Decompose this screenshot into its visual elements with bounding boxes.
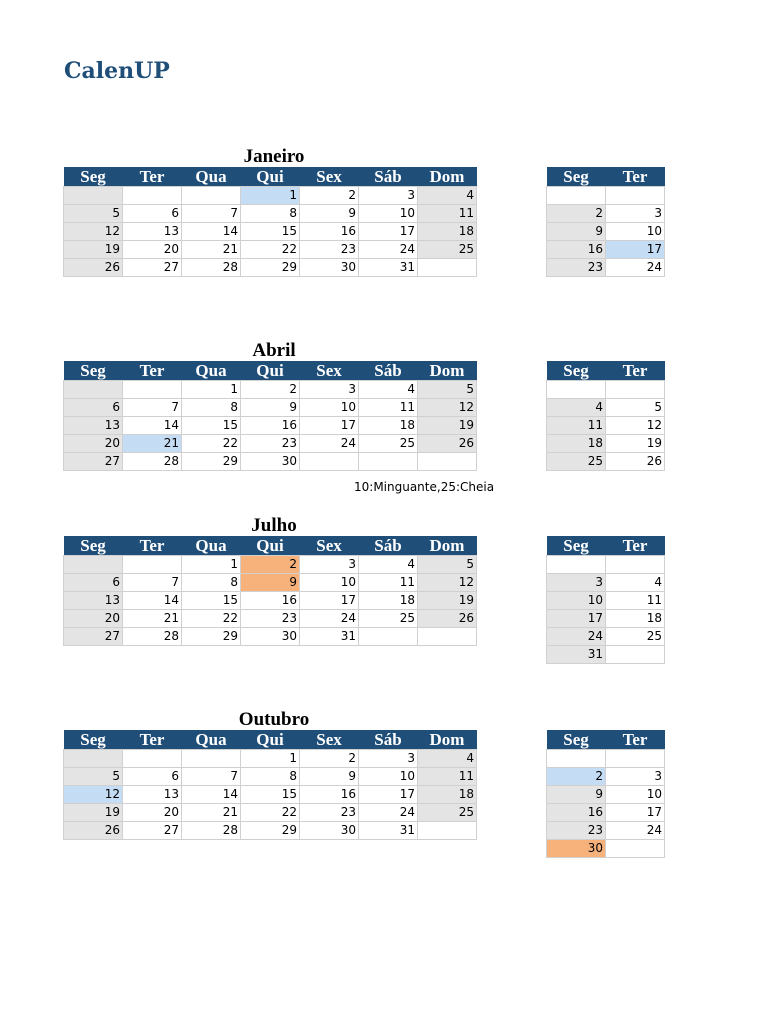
day-cell: 23: [547, 822, 606, 840]
day-cell: 17: [359, 786, 418, 804]
day-cell: 24: [606, 259, 665, 277]
week-row: [547, 592, 665, 610]
day-cell: 15: [182, 592, 241, 610]
day-cell: 28: [123, 628, 182, 646]
day-cell: 17: [359, 223, 418, 241]
week-row: [64, 205, 477, 223]
next-month-grid: [546, 167, 665, 277]
weekday-header: Qui: [241, 536, 300, 556]
day-cell: 11: [418, 205, 477, 223]
day-cell: 3: [359, 187, 418, 205]
day-cell: 1: [241, 187, 300, 205]
day-cell: [418, 628, 477, 646]
day-cell: 15: [241, 223, 300, 241]
weekday-header: Seg: [547, 730, 606, 750]
day-cell: 4: [359, 381, 418, 399]
day-cell: [606, 187, 665, 205]
day-cell: 9: [300, 205, 359, 223]
day-cell: 23: [300, 804, 359, 822]
day-cell: 1: [241, 750, 300, 768]
day-cell: 18: [359, 592, 418, 610]
day-cell: 19: [418, 592, 477, 610]
day-cell: [123, 381, 182, 399]
weekday-header: Seg: [547, 536, 606, 556]
day-cell: 31: [547, 646, 606, 664]
weekday-header: Qua: [182, 536, 241, 556]
day-cell: [123, 187, 182, 205]
day-cell: 26: [606, 453, 665, 471]
weekday-header: Ter: [606, 730, 665, 750]
day-cell: 25: [359, 610, 418, 628]
day-cell: 10: [606, 786, 665, 804]
day-cell: 2: [547, 205, 606, 223]
week-row: [547, 205, 665, 223]
day-cell: 8: [241, 768, 300, 786]
month-grid: [63, 167, 477, 277]
day-cell: 10: [300, 399, 359, 417]
day-cell: 27: [64, 453, 123, 471]
next-month-grid: [546, 730, 665, 858]
day-cell: 15: [241, 786, 300, 804]
weekday-header: Ter: [123, 167, 182, 187]
day-cell: 10: [606, 223, 665, 241]
weekday-header: Ter: [606, 536, 665, 556]
day-cell: 24: [547, 628, 606, 646]
day-cell: 16: [547, 804, 606, 822]
day-cell: 8: [182, 399, 241, 417]
weekday-header: Qua: [182, 361, 241, 381]
week-row: [64, 592, 477, 610]
week-row: [64, 804, 477, 822]
week-row: [64, 750, 477, 768]
month-grid: [63, 536, 477, 646]
day-cell: 11: [606, 592, 665, 610]
day-cell: 13: [123, 223, 182, 241]
day-cell: [547, 187, 606, 205]
next-month-grid: [546, 361, 665, 471]
month-title: Outubro: [238, 709, 310, 730]
day-cell: 21: [123, 610, 182, 628]
day-cell: 13: [64, 417, 123, 435]
day-cell: 16: [300, 223, 359, 241]
weekday-header-row: [547, 730, 665, 750]
week-row: [64, 610, 477, 628]
day-cell: 22: [241, 804, 300, 822]
day-cell: 9: [241, 574, 300, 592]
day-cell: 3: [300, 556, 359, 574]
weekday-header: Seg: [64, 167, 123, 187]
week-row: [64, 768, 477, 786]
day-cell: 24: [300, 435, 359, 453]
day-cell: [300, 453, 359, 471]
day-cell: 18: [547, 435, 606, 453]
weekday-header: Ter: [606, 361, 665, 381]
week-row: [64, 381, 477, 399]
day-cell: [123, 556, 182, 574]
day-cell: 9: [241, 399, 300, 417]
week-row: [547, 822, 665, 840]
day-cell: 25: [418, 804, 477, 822]
day-cell: 2: [547, 768, 606, 786]
day-cell: 9: [547, 223, 606, 241]
day-cell: 10: [359, 205, 418, 223]
day-cell: [123, 750, 182, 768]
day-cell: [359, 453, 418, 471]
week-row: [64, 417, 477, 435]
moon-phase-note: 10:Minguante,25:Cheia: [354, 480, 495, 494]
weekday-header: Sáb: [359, 167, 418, 187]
day-cell: 6: [64, 574, 123, 592]
day-cell: 20: [64, 435, 123, 453]
week-row: [64, 453, 477, 471]
day-cell: 31: [300, 628, 359, 646]
day-cell: 9: [300, 768, 359, 786]
weekday-header: Qua: [182, 730, 241, 750]
weekday-header: Seg: [64, 536, 123, 556]
month-title: Julho: [251, 515, 297, 536]
day-cell: 4: [418, 750, 477, 768]
day-cell: 31: [359, 822, 418, 840]
day-cell: 5: [64, 205, 123, 223]
day-cell: 7: [182, 768, 241, 786]
day-cell: 2: [241, 556, 300, 574]
day-cell: 27: [123, 259, 182, 277]
day-cell: [606, 840, 665, 858]
day-cell: [547, 750, 606, 768]
day-cell: 6: [64, 399, 123, 417]
day-cell: 7: [123, 399, 182, 417]
day-cell: 18: [418, 223, 477, 241]
day-cell: 16: [300, 786, 359, 804]
day-cell: 12: [606, 417, 665, 435]
day-cell: 28: [182, 259, 241, 277]
day-cell: 25: [606, 628, 665, 646]
week-row: [64, 435, 477, 453]
day-cell: 25: [359, 435, 418, 453]
day-cell: 4: [606, 574, 665, 592]
day-cell: 4: [359, 556, 418, 574]
day-cell: 10: [547, 592, 606, 610]
day-cell: 23: [300, 241, 359, 259]
day-cell: 19: [64, 804, 123, 822]
day-cell: 22: [241, 241, 300, 259]
week-row: [547, 628, 665, 646]
day-cell: 11: [359, 574, 418, 592]
day-cell: 23: [241, 435, 300, 453]
day-cell: 14: [123, 592, 182, 610]
day-cell: 4: [547, 399, 606, 417]
day-cell: 5: [418, 556, 477, 574]
weekday-header: Sex: [300, 167, 359, 187]
day-cell: 30: [547, 840, 606, 858]
day-cell: 17: [300, 417, 359, 435]
week-row: [64, 259, 477, 277]
weekday-header: Dom: [418, 361, 477, 381]
day-cell: 3: [359, 750, 418, 768]
month-title: Abril: [252, 340, 296, 361]
day-cell: 9: [547, 786, 606, 804]
week-row: [547, 223, 665, 241]
day-cell: 2: [300, 187, 359, 205]
week-row: [547, 646, 665, 664]
day-cell: 29: [241, 259, 300, 277]
day-cell: 29: [241, 822, 300, 840]
day-cell: [64, 187, 123, 205]
week-row: [64, 822, 477, 840]
day-cell: 29: [182, 628, 241, 646]
day-cell: 17: [606, 804, 665, 822]
weekday-header: Qui: [241, 730, 300, 750]
weekday-header: Ter: [123, 536, 182, 556]
day-cell: 24: [359, 804, 418, 822]
day-cell: 24: [359, 241, 418, 259]
day-cell: 11: [359, 399, 418, 417]
day-cell: 17: [606, 241, 665, 259]
month-grid: [63, 361, 477, 471]
weekday-header: Dom: [418, 730, 477, 750]
weekday-header-row: [64, 167, 477, 187]
week-row: [547, 556, 665, 574]
day-cell: 31: [359, 259, 418, 277]
day-cell: [606, 381, 665, 399]
week-row: [547, 187, 665, 205]
day-cell: 26: [418, 435, 477, 453]
weekday-header: Sáb: [359, 361, 418, 381]
weekday-header: Dom: [418, 167, 477, 187]
day-cell: 14: [182, 786, 241, 804]
day-cell: [606, 750, 665, 768]
day-cell: 21: [182, 241, 241, 259]
week-row: [547, 381, 665, 399]
day-cell: 20: [123, 241, 182, 259]
weekday-header-row: [547, 536, 665, 556]
day-cell: 24: [300, 610, 359, 628]
day-cell: 30: [241, 628, 300, 646]
day-cell: 20: [64, 610, 123, 628]
day-cell: [547, 556, 606, 574]
week-row: [547, 610, 665, 628]
day-cell: 21: [182, 804, 241, 822]
day-cell: 30: [300, 822, 359, 840]
weekday-header: Sex: [300, 536, 359, 556]
day-cell: 19: [418, 417, 477, 435]
day-cell: 21: [123, 435, 182, 453]
day-cell: 29: [182, 453, 241, 471]
day-cell: 3: [547, 574, 606, 592]
day-cell: 11: [418, 768, 477, 786]
day-cell: [606, 646, 665, 664]
day-cell: 12: [418, 399, 477, 417]
day-cell: 5: [418, 381, 477, 399]
month-grid: [63, 730, 477, 840]
weekday-header: Sáb: [359, 536, 418, 556]
week-row: [64, 399, 477, 417]
day-cell: 13: [64, 592, 123, 610]
day-cell: 28: [182, 822, 241, 840]
day-cell: [606, 556, 665, 574]
day-cell: 16: [241, 417, 300, 435]
week-row: [64, 786, 477, 804]
day-cell: 25: [547, 453, 606, 471]
day-cell: 19: [64, 241, 123, 259]
day-cell: 12: [418, 574, 477, 592]
week-row: [547, 417, 665, 435]
day-cell: 22: [182, 610, 241, 628]
weekday-header: Qui: [241, 361, 300, 381]
day-cell: 3: [606, 768, 665, 786]
weekday-header: Ter: [123, 361, 182, 381]
day-cell: [182, 187, 241, 205]
day-cell: 23: [241, 610, 300, 628]
week-row: [64, 223, 477, 241]
day-cell: 30: [241, 453, 300, 471]
day-cell: 8: [182, 574, 241, 592]
week-row: [64, 628, 477, 646]
week-row: [547, 435, 665, 453]
week-row: [64, 574, 477, 592]
day-cell: 28: [123, 453, 182, 471]
day-cell: 3: [300, 381, 359, 399]
day-cell: [418, 822, 477, 840]
day-cell: 5: [64, 768, 123, 786]
day-cell: 12: [64, 223, 123, 241]
day-cell: [64, 381, 123, 399]
weekday-header: Seg: [547, 167, 606, 187]
day-cell: 2: [241, 381, 300, 399]
day-cell: 1: [182, 381, 241, 399]
week-row: [547, 750, 665, 768]
day-cell: 4: [418, 187, 477, 205]
day-cell: 18: [359, 417, 418, 435]
day-cell: 1: [182, 556, 241, 574]
day-cell: 27: [64, 628, 123, 646]
day-cell: 7: [182, 205, 241, 223]
week-row: [547, 786, 665, 804]
week-row: [64, 241, 477, 259]
weekday-header: Qua: [182, 167, 241, 187]
day-cell: 7: [123, 574, 182, 592]
weekday-header: Sex: [300, 730, 359, 750]
week-row: [64, 187, 477, 205]
day-cell: 30: [300, 259, 359, 277]
day-cell: 26: [418, 610, 477, 628]
day-cell: 16: [241, 592, 300, 610]
week-row: [547, 840, 665, 858]
day-cell: [359, 628, 418, 646]
day-cell: 11: [547, 417, 606, 435]
week-row: [547, 768, 665, 786]
week-row: [547, 259, 665, 277]
week-row: [547, 399, 665, 417]
weekday-header-row: [64, 361, 477, 381]
weekday-header: Qui: [241, 167, 300, 187]
weekday-header: Seg: [64, 361, 123, 381]
weekday-header-row: [64, 730, 477, 750]
day-cell: [182, 750, 241, 768]
week-row: [547, 574, 665, 592]
weekday-header: Sex: [300, 361, 359, 381]
weekday-header: Sáb: [359, 730, 418, 750]
day-cell: 20: [123, 804, 182, 822]
week-row: [64, 556, 477, 574]
day-cell: 18: [418, 786, 477, 804]
week-row: [547, 804, 665, 822]
day-cell: 10: [300, 574, 359, 592]
day-cell: 17: [300, 592, 359, 610]
day-cell: 24: [606, 822, 665, 840]
day-cell: 14: [182, 223, 241, 241]
day-cell: 23: [547, 259, 606, 277]
day-cell: 12: [64, 786, 123, 804]
day-cell: 25: [418, 241, 477, 259]
day-cell: 18: [606, 610, 665, 628]
day-cell: 14: [123, 417, 182, 435]
weekday-header-row: [547, 167, 665, 187]
day-cell: [64, 750, 123, 768]
day-cell: [547, 381, 606, 399]
day-cell: 16: [547, 241, 606, 259]
day-cell: 22: [182, 435, 241, 453]
day-cell: 27: [123, 822, 182, 840]
day-cell: 5: [606, 399, 665, 417]
day-cell: 10: [359, 768, 418, 786]
day-cell: 6: [123, 768, 182, 786]
day-cell: 17: [547, 610, 606, 628]
day-cell: 15: [182, 417, 241, 435]
app-title: CalenUP: [64, 58, 170, 84]
day-cell: 13: [123, 786, 182, 804]
week-row: [547, 241, 665, 259]
month-title: Janeiro: [243, 146, 305, 167]
day-cell: 8: [241, 205, 300, 223]
weekday-header: Seg: [64, 730, 123, 750]
day-cell: 26: [64, 822, 123, 840]
weekday-header-row: [64, 536, 477, 556]
day-cell: [418, 453, 477, 471]
weekday-header-row: [547, 361, 665, 381]
weekday-header: Ter: [123, 730, 182, 750]
day-cell: [64, 556, 123, 574]
day-cell: 6: [123, 205, 182, 223]
day-cell: 3: [606, 205, 665, 223]
day-cell: 19: [606, 435, 665, 453]
day-cell: 2: [300, 750, 359, 768]
week-row: [547, 453, 665, 471]
day-cell: [418, 259, 477, 277]
weekday-header: Seg: [547, 361, 606, 381]
weekday-header: Dom: [418, 536, 477, 556]
day-cell: 26: [64, 259, 123, 277]
weekday-header: Ter: [606, 167, 665, 187]
next-month-grid: [546, 536, 665, 664]
